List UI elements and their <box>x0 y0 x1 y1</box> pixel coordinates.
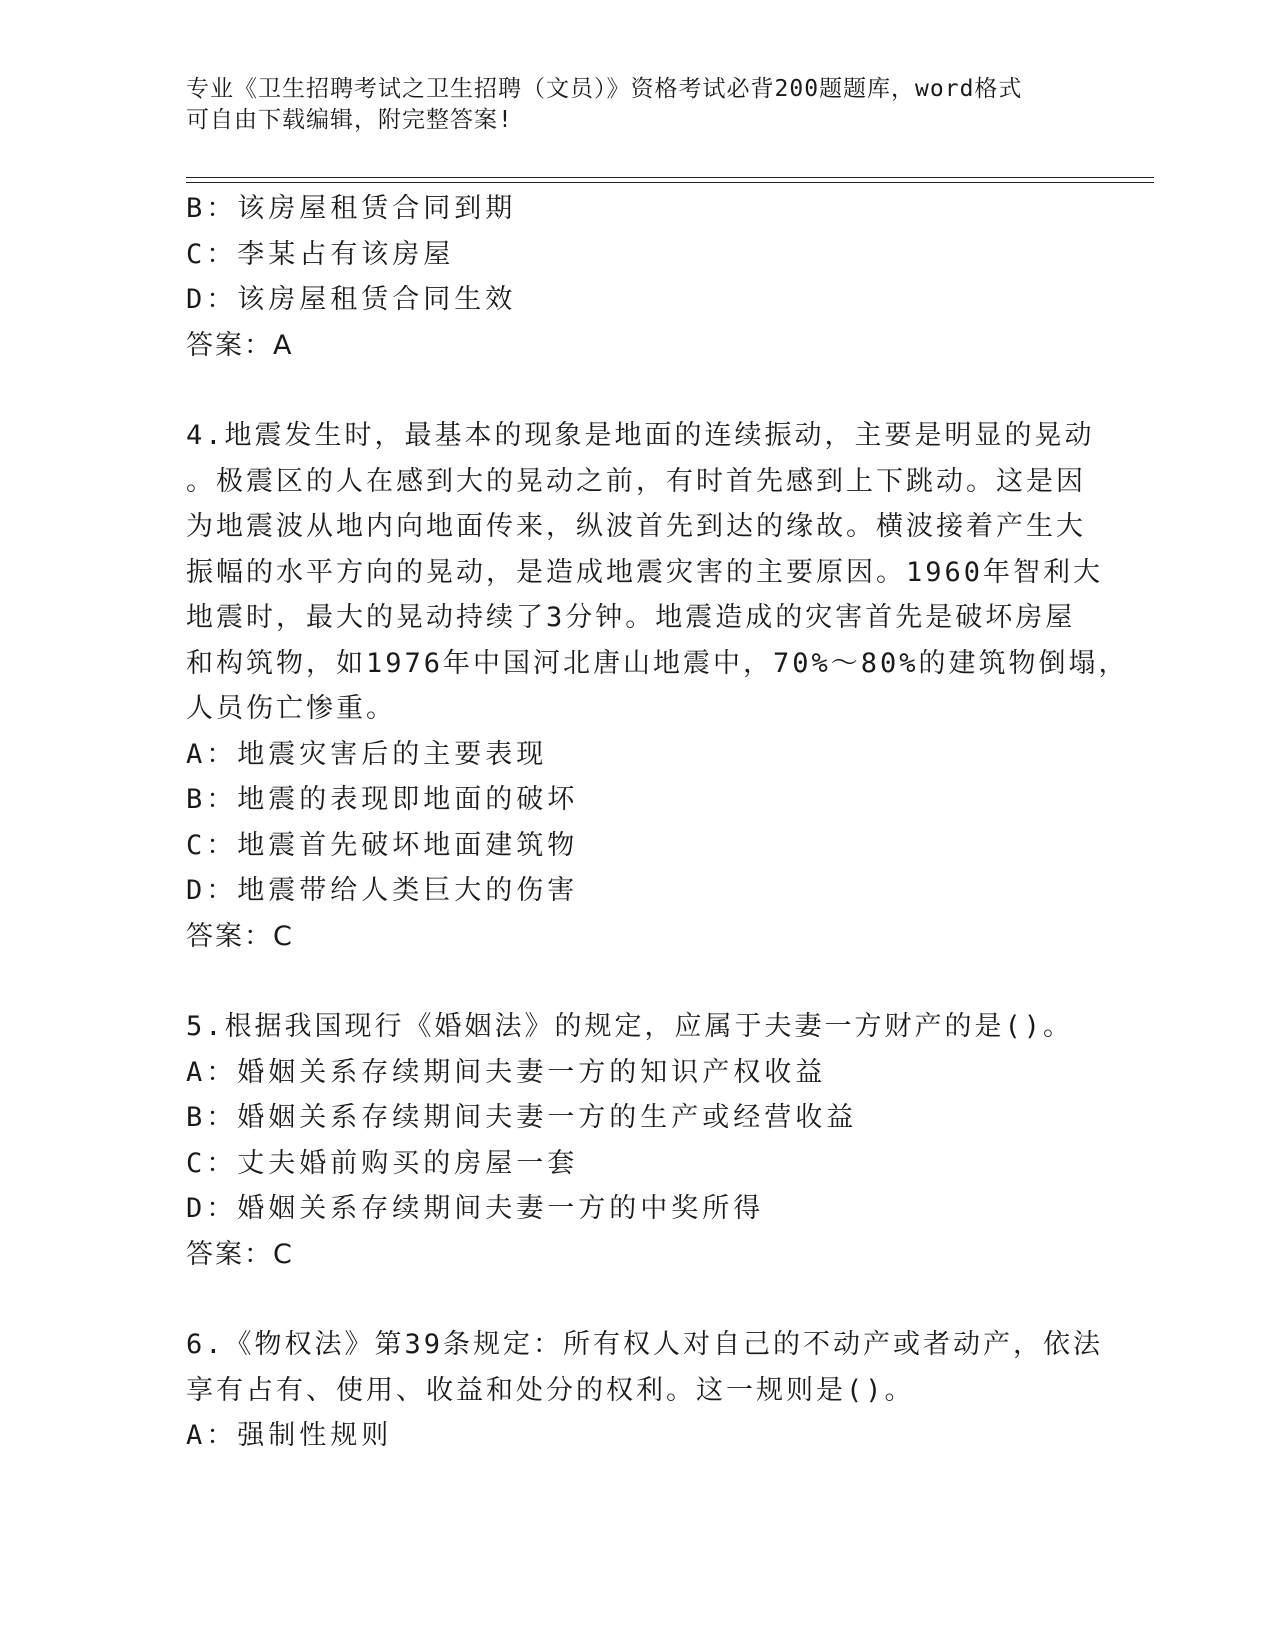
option-c: C：李某占有该房屋 <box>186 238 455 270</box>
question-stem-line: 。极震区的人在感到大的晃动之前，有时首先感到上下跳动。这是因 <box>186 465 1086 497</box>
question-stem-line: 地震时，最大的晃动持续了3分钟。地震造成的灾害首先是破坏房屋 <box>186 602 1076 633</box>
option-c: C：丈夫婚前购买的房屋一套 <box>186 1147 579 1179</box>
answer-line: 答案：A <box>186 329 294 361</box>
answer-line: 答案：C <box>186 1238 294 1270</box>
spacer <box>186 368 1086 413</box>
header-divider-bottom <box>186 182 1154 183</box>
option-b: B：该房屋租赁合同到期 <box>186 193 517 224</box>
option-d: D：地震带给人类巨大的伤害 <box>186 875 579 906</box>
question-stem-line: 人员伤亡惨重。 <box>186 693 396 724</box>
question-stem-line: 为地震波从地内向地面传来，纵波首先到达的缘故。横波接着产生大 <box>186 511 1086 542</box>
option-a: A：婚姻关系存续期间夫妻一方的知识产权收益 <box>186 1056 827 1088</box>
header-divider-top <box>186 177 1154 178</box>
option-a: A：地震灾害后的主要表现 <box>186 738 548 770</box>
question-5 <box>186 1004 1086 1277</box>
option-d: D：该房屋租赁合同生效 <box>186 284 517 315</box>
option-b: B：地震的表现即地面的破坏 <box>186 784 579 815</box>
option-a: A：强制性规则 <box>186 1420 393 1451</box>
question-3 <box>186 186 1086 368</box>
option-b: B：婚姻关系存续期间夫妻一方的生产或经营收益 <box>186 1102 858 1133</box>
question-stem-line: 享有占有、使用、收益和处分的权利。这一规则是()。 <box>186 1374 915 1406</box>
spacer <box>186 1277 1086 1322</box>
document-header <box>186 74 1066 136</box>
question-stem-line: 和构筑物，如1976年中国河北唐山地震中，70%～80%的建筑物倒塌， <box>186 647 1129 679</box>
question-stem-line: 6.《物权法》第39条规定：所有权人对自己的不动产或者动产，依法 <box>186 1329 1104 1360</box>
option-d: D：婚姻关系存续期间夫妻一方的中奖所得 <box>186 1193 765 1224</box>
question-6 <box>186 1322 1104 1459</box>
question-4 <box>186 413 1129 959</box>
answer-line: 答案：C <box>186 920 294 952</box>
header-title-line-2: 可自由下载编辑，附完整答案! <box>186 107 513 133</box>
question-stem-line: 振幅的水平方向的晃动，是造成地震灾害的主要原因。1960年智利大 <box>186 556 1104 588</box>
option-c: C：地震首先破坏地面建筑物 <box>186 829 579 861</box>
question-stem-line: 4.地震发生时，最基本的现象是地面的连续振动，主要是明显的晃动 <box>186 420 1095 451</box>
spacer <box>186 959 1086 1004</box>
question-stem-line: 5.根据我国现行《婚姻法》的规定，应属于夫妻一方财产的是()。 <box>186 1011 1074 1042</box>
header-title-line-1: 专业《卫生招聘考试之卫生招聘（文员）》资格考试必背200题题库，word格式 <box>186 76 1023 102</box>
document-body <box>186 186 1129 1459</box>
